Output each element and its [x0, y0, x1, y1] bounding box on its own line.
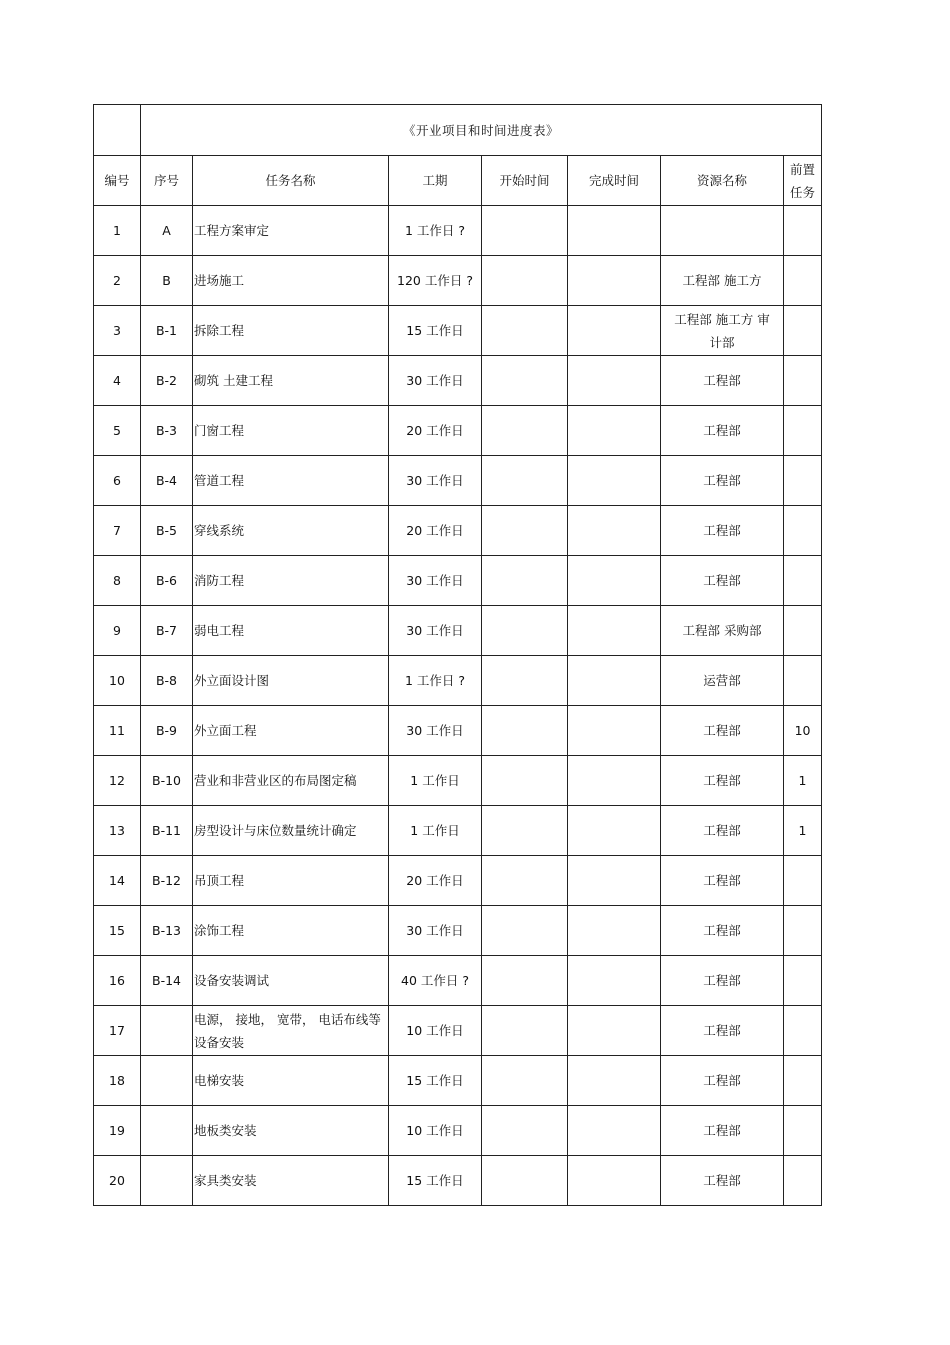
cell-pred: [784, 1106, 822, 1156]
cell-start: [482, 1006, 568, 1056]
cell-resource: 工程部: [661, 556, 784, 606]
cell-duration: 30 工作日: [389, 356, 482, 406]
corner-cell: [94, 105, 141, 156]
cell-resource: 工程部: [661, 956, 784, 1006]
cell-duration: 15 工作日: [389, 1156, 482, 1206]
cell-finish: [568, 356, 661, 406]
cell-no: 5: [94, 406, 141, 456]
cell-no: 3: [94, 306, 141, 356]
cell-pred: [784, 656, 822, 706]
cell-no: 8: [94, 556, 141, 606]
cell-task: 外立面工程: [193, 706, 389, 756]
cell-resource: 工程部 采购部: [661, 606, 784, 656]
cell-resource: 工程部: [661, 1106, 784, 1156]
cell-seq: B-13: [141, 906, 193, 956]
cell-duration: 20 工作日: [389, 856, 482, 906]
cell-resource: 工程部: [661, 706, 784, 756]
table-row: [94, 406, 822, 456]
cell-duration: 30 工作日: [389, 456, 482, 506]
cell-seq: B-3: [141, 406, 193, 456]
cell-pred: [784, 206, 822, 256]
table-row: [94, 656, 822, 706]
cell-resource: [661, 206, 784, 256]
cell-task: 房型设计与床位数量统计确定: [193, 806, 389, 856]
cell-duration: 10 工作日: [389, 1106, 482, 1156]
cell-start: [482, 856, 568, 906]
title-row: [94, 105, 822, 156]
table-row: [94, 706, 822, 756]
cell-resource: 工程部: [661, 1156, 784, 1206]
table-row: [94, 756, 822, 806]
cell-start: [482, 206, 568, 256]
cell-start: [482, 956, 568, 1006]
cell-task: 家具类安装: [193, 1156, 389, 1206]
cell-task: 管道工程: [193, 456, 389, 506]
cell-finish: [568, 1156, 661, 1206]
cell-no: 4: [94, 356, 141, 406]
cell-resource: 工程部: [661, 456, 784, 506]
table-title: 《开业项目和时间进度表》: [141, 105, 822, 156]
cell-pred: 1: [784, 806, 822, 856]
cell-finish: [568, 406, 661, 456]
cell-finish: [568, 956, 661, 1006]
cell-no: 18: [94, 1056, 141, 1106]
cell-finish: [568, 656, 661, 706]
cell-no: 10: [94, 656, 141, 706]
cell-start: [482, 1156, 568, 1206]
table-row: [94, 806, 822, 856]
table-row: [94, 1006, 822, 1056]
cell-finish: [568, 906, 661, 956]
cell-no: 7: [94, 506, 141, 556]
cell-task: 进场施工: [193, 256, 389, 306]
cell-duration: 120 工作日 ?: [389, 256, 482, 306]
cell-seq: A: [141, 206, 193, 256]
cell-task: 外立面设计图: [193, 656, 389, 706]
cell-finish: [568, 1056, 661, 1106]
header-resource: 资源名称: [661, 156, 784, 206]
cell-finish: [568, 1106, 661, 1156]
cell-duration: 10 工作日: [389, 1006, 482, 1056]
cell-resource: 工程部: [661, 506, 784, 556]
cell-duration: 30 工作日: [389, 606, 482, 656]
cell-task: 消防工程: [193, 556, 389, 606]
cell-resource: 工程部: [661, 856, 784, 906]
cell-start: [482, 1056, 568, 1106]
table-row: [94, 856, 822, 906]
cell-task: 电梯安装: [193, 1056, 389, 1106]
cell-pred: 10: [784, 706, 822, 756]
cell-no: 20: [94, 1156, 141, 1206]
cell-no: 1: [94, 206, 141, 256]
cell-seq: B-14: [141, 956, 193, 1006]
cell-task: 设备安装调试: [193, 956, 389, 1006]
cell-start: [482, 1106, 568, 1156]
cell-duration: 20 工作日: [389, 506, 482, 556]
cell-resource: 工程部: [661, 406, 784, 456]
cell-no: 19: [94, 1106, 141, 1156]
header-row: [94, 156, 822, 206]
cell-duration: 1 工作日: [389, 806, 482, 856]
cell-start: [482, 506, 568, 556]
cell-no: 12: [94, 756, 141, 806]
cell-finish: [568, 206, 661, 256]
cell-finish: [568, 506, 661, 556]
header-seq: 序号: [141, 156, 193, 206]
header-start: 开始时间: [482, 156, 568, 206]
cell-task: 营业和非营业区的布局图定稿: [193, 756, 389, 806]
cell-duration: 30 工作日: [389, 556, 482, 606]
cell-no: 9: [94, 606, 141, 656]
cell-duration: 1 工作日 ?: [389, 656, 482, 706]
cell-task: 穿线系统: [193, 506, 389, 556]
cell-seq: B-5: [141, 506, 193, 556]
cell-seq: B-10: [141, 756, 193, 806]
cell-pred: [784, 1056, 822, 1106]
table-row: [94, 306, 822, 356]
cell-task: 弱电工程: [193, 606, 389, 656]
cell-seq: [141, 1056, 193, 1106]
cell-duration: 1 工作日: [389, 756, 482, 806]
table-row: [94, 556, 822, 606]
table-row: [94, 356, 822, 406]
cell-task: 电源， 接地， 宽带， 电话布线等设备安装: [193, 1006, 389, 1056]
cell-resource: 工程部: [661, 806, 784, 856]
cell-pred: [784, 456, 822, 506]
cell-duration: 1 工作日 ?: [389, 206, 482, 256]
cell-seq: B: [141, 256, 193, 306]
cell-finish: [568, 1006, 661, 1056]
cell-seq: B-6: [141, 556, 193, 606]
cell-finish: [568, 606, 661, 656]
cell-resource: 运营部: [661, 656, 784, 706]
cell-finish: [568, 306, 661, 356]
cell-start: [482, 356, 568, 406]
cell-task: 工程方案审定: [193, 206, 389, 256]
cell-seq: B-12: [141, 856, 193, 906]
cell-no: 15: [94, 906, 141, 956]
header-finish: 完成时间: [568, 156, 661, 206]
cell-task: 涂饰工程: [193, 906, 389, 956]
cell-duration: 15 工作日: [389, 1056, 482, 1106]
cell-resource: 工程部 施工方 审 计部: [661, 306, 784, 356]
table-row: [94, 956, 822, 1006]
cell-start: [482, 406, 568, 456]
table-row: [94, 206, 822, 256]
cell-finish: [568, 556, 661, 606]
cell-resource: 工程部: [661, 906, 784, 956]
cell-seq: B-2: [141, 356, 193, 406]
cell-seq: [141, 1156, 193, 1206]
cell-duration: 30 工作日: [389, 706, 482, 756]
cell-start: [482, 606, 568, 656]
cell-duration: 30 工作日: [389, 906, 482, 956]
cell-start: [482, 306, 568, 356]
cell-finish: [568, 706, 661, 756]
cell-pred: [784, 506, 822, 556]
header-no: 编号: [94, 156, 141, 206]
header-pred: 前置 任务: [784, 156, 822, 206]
cell-duration: 15 工作日: [389, 306, 482, 356]
cell-duration: 20 工作日: [389, 406, 482, 456]
cell-pred: [784, 556, 822, 606]
cell-pred: [784, 306, 822, 356]
table-row: [94, 1056, 822, 1106]
table-row: [94, 456, 822, 506]
cell-start: [482, 806, 568, 856]
cell-pred: [784, 606, 822, 656]
cell-task: 吊顶工程: [193, 856, 389, 906]
cell-no: 2: [94, 256, 141, 306]
cell-resource: 工程部: [661, 756, 784, 806]
cell-start: [482, 756, 568, 806]
cell-finish: [568, 806, 661, 856]
cell-finish: [568, 456, 661, 506]
cell-pred: [784, 956, 822, 1006]
cell-seq: B-8: [141, 656, 193, 706]
cell-start: [482, 556, 568, 606]
table-row: [94, 1156, 822, 1206]
cell-pred: [784, 356, 822, 406]
cell-pred: [784, 856, 822, 906]
cell-seq: B-11: [141, 806, 193, 856]
header-task: 任务名称: [193, 156, 389, 206]
cell-seq: [141, 1006, 193, 1056]
cell-duration: 40 工作日 ?: [389, 956, 482, 1006]
cell-resource: 工程部: [661, 1056, 784, 1106]
cell-finish: [568, 856, 661, 906]
cell-pred: 1: [784, 756, 822, 806]
cell-seq: B-7: [141, 606, 193, 656]
table-row: [94, 256, 822, 306]
cell-pred: [784, 1156, 822, 1206]
cell-no: 16: [94, 956, 141, 1006]
table-row: [94, 1106, 822, 1156]
cell-no: 13: [94, 806, 141, 856]
table-row: [94, 606, 822, 656]
cell-start: [482, 656, 568, 706]
cell-pred: [784, 1006, 822, 1056]
cell-no: 17: [94, 1006, 141, 1056]
cell-start: [482, 706, 568, 756]
cell-seq: B-9: [141, 706, 193, 756]
table-row: [94, 506, 822, 556]
schedule-table: [93, 104, 822, 1206]
header-duration: 工期: [389, 156, 482, 206]
cell-finish: [568, 756, 661, 806]
cell-no: 11: [94, 706, 141, 756]
cell-task: 砌筑 土建工程: [193, 356, 389, 406]
cell-task: 拆除工程: [193, 306, 389, 356]
cell-no: 14: [94, 856, 141, 906]
cell-start: [482, 256, 568, 306]
cell-task: 地板类安装: [193, 1106, 389, 1156]
cell-seq: B-4: [141, 456, 193, 506]
table-row: [94, 906, 822, 956]
cell-task: 门窗工程: [193, 406, 389, 456]
cell-seq: B-1: [141, 306, 193, 356]
cell-no: 6: [94, 456, 141, 506]
cell-start: [482, 456, 568, 506]
cell-pred: [784, 906, 822, 956]
cell-pred: [784, 406, 822, 456]
cell-start: [482, 906, 568, 956]
cell-finish: [568, 256, 661, 306]
cell-pred: [784, 256, 822, 306]
cell-seq: [141, 1106, 193, 1156]
cell-resource: 工程部: [661, 356, 784, 406]
cell-resource: 工程部 施工方: [661, 256, 784, 306]
cell-resource: 工程部: [661, 1006, 784, 1056]
